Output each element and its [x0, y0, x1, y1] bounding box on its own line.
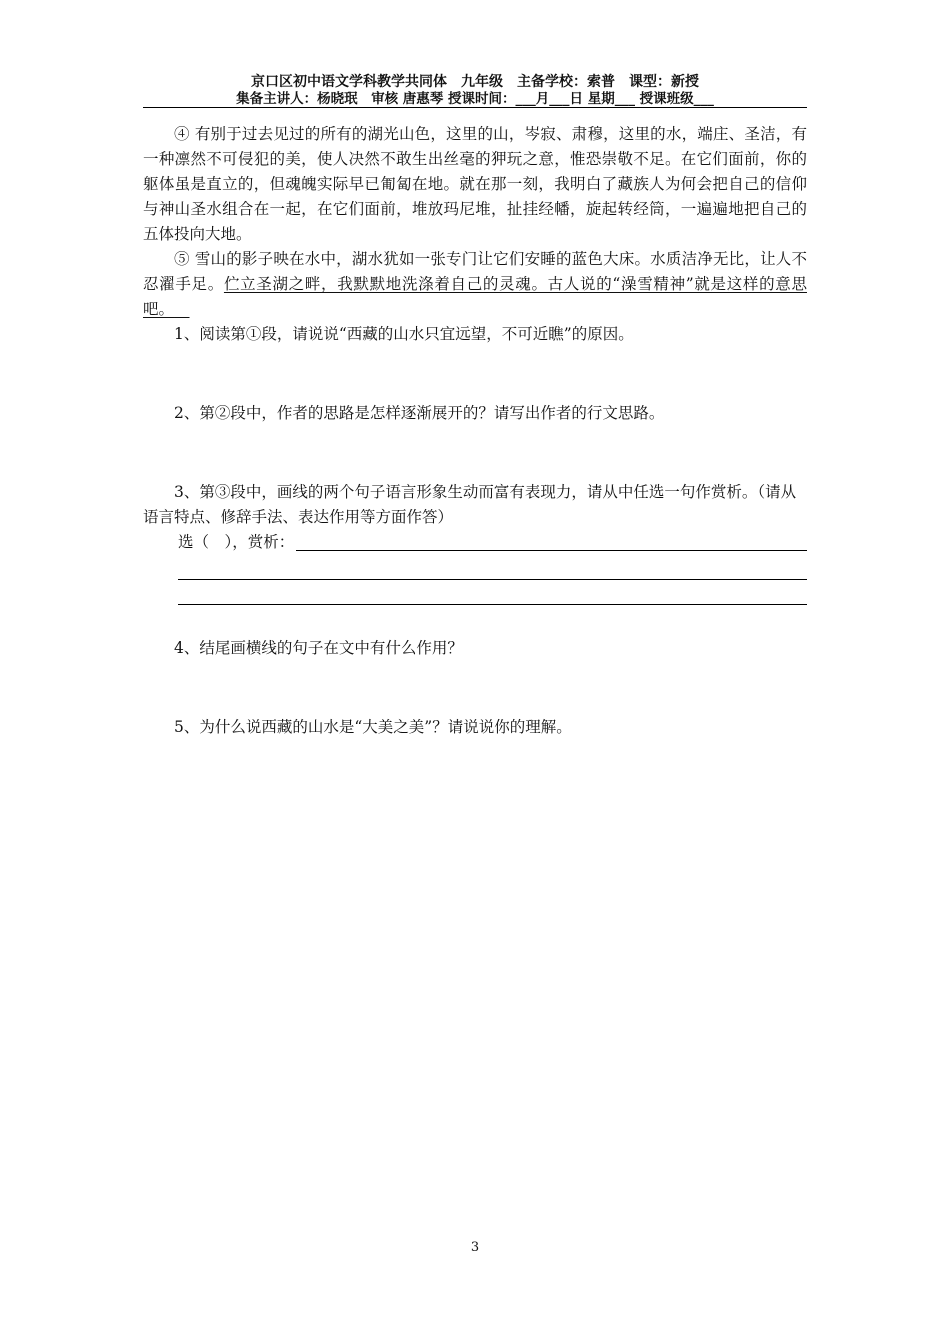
paragraph-5 [143, 247, 807, 322]
answer-space-3 [143, 605, 807, 636]
answer-row-3 [178, 530, 807, 555]
paragraph-5-text: ⑤ 雪山的影子映在水中，湖水犹如一张专门让它们安睡的蓝色大床。水质洁净无比，让人不忍濯手足。 [143, 250, 807, 293]
answer-line[interactable] [178, 555, 807, 580]
question-3: 3、第③段中，画线的两个句子语言形象生动而富有表现力，请从中任选一句作赏析。（请从语言特点、修辞手法、表达作用等方面作答） [143, 483, 797, 526]
answer-label-3: 选（ ），赏析： [178, 533, 295, 551]
answer-space-2 [143, 426, 807, 480]
question-1: 1、阅读第①段，请说说“西藏的山水只宜远望，不可近瞧”的原因。 [174, 325, 634, 343]
header-line-1: 京口区初中语文学科教学共同体 九年级 主备学校：索普 课型：新授 [251, 74, 699, 90]
page-number: 3 [470, 1240, 480, 1255]
answer-space-1 [143, 347, 807, 401]
paragraph-4: ④ 有别于过去见过的所有的湖光山色，这里的山，岑寂、肃穆，这里的水，端庄、圣洁，有一种凛然不可侵犯的美，使人决然不敢生出丝毫的狎玩之意，惟恐崇敬不足。在它们面前，你的躯体虽是直立的，但魂魄实际早已匍匐在地。就在那一刻，我明白了藏族人为何会把自己的信仰与神山圣水组合在一起，在它们面前，堆放玛尼堆，扯挂经幡，旋起转经筒，一遍遍地把自己的五体投向大地。 [143, 125, 807, 243]
answer-line[interactable] [296, 550, 807, 551]
header-rule [143, 107, 807, 108]
header-line-2: 集备主讲人：杨晓珉 审核 唐惠琴 授课时间：___月___日 星期___ 授课班级___ [236, 91, 714, 107]
document-body [143, 122, 807, 740]
answer-space-4 [143, 661, 807, 715]
question-4: 4、结尾画横线的句子在文中有什么作用？ [174, 639, 463, 657]
question-2: 2、第②段中，作者的思路是怎样逐渐展开的？请写出作者的行文思路。 [174, 404, 665, 422]
underline-tail [174, 300, 190, 318]
document-header [143, 74, 807, 108]
question-5: 5、为什么说西藏的山水是“大美之美”？请说说你的理解。 [174, 718, 572, 736]
paragraph-5-underlined-sentence: 伫立圣湖之畔，我默默地洗涤着自己的灵魂。古人说的“澡雪精神”就是这样的意思吧。 [143, 275, 807, 318]
answer-line[interactable] [178, 580, 807, 605]
